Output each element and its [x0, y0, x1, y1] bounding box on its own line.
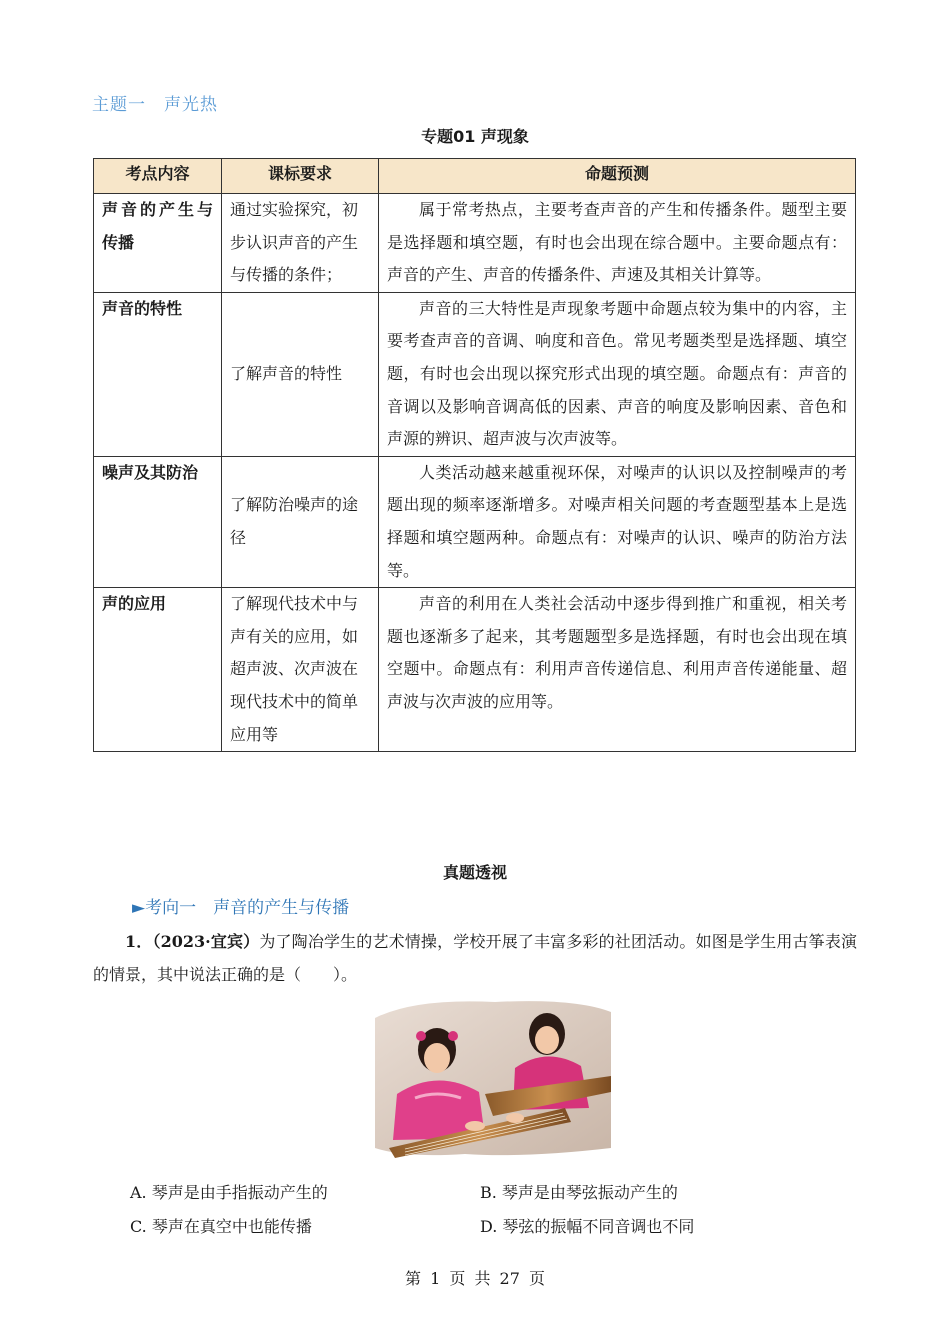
row-prediction: 声音的三大特性是声现象考题中命题点较为集中的内容，主要考查声音的音调、响度和音色。常见考题类型是选择题、填空题，有时也会出现以探究形式出现的填空题。命题点有：声音的音调以及影响音调高低的因素、声音的响度及影响因素、音色和声源的辨识、超声波与次声波等。 [379, 292, 856, 456]
subject-title: 专题01 声现象 [421, 127, 529, 146]
option-d: D. 琴弦的振幅不同音调也不同 [480, 1217, 695, 1236]
header-prediction: 命题预测 [379, 159, 856, 194]
row-point: 噪声及其防治 [94, 456, 222, 587]
table-row [94, 292, 856, 456]
section-title: 真题透视 [442, 863, 507, 882]
row-requirement: 了解防治噪声的途径 [222, 456, 379, 587]
guzheng-photo [375, 998, 611, 1158]
direction-label: ►考向一 声音的产生与传播 [132, 898, 350, 918]
header-point: 考点内容 [94, 159, 222, 194]
row-requirement: 了解现代技术中与声有关的应用，如超声波、次声波在现代技术中的简单应用等 [222, 588, 379, 752]
row-point: 声的应用 [94, 588, 222, 752]
option-a: A. 琴声是由手指振动产生的 [130, 1183, 328, 1202]
option-c: C. 琴声在真空中也能传播 [130, 1217, 312, 1236]
question-text: 为了陶冶学生的艺术情操，学校开展了丰富多彩的社团活动。如图是学生用古筝表演的情景，其中说法正确的是（ ）。 [93, 932, 857, 984]
row-point: 声音的特性 [94, 292, 222, 456]
option-b: B. 琴声是由琴弦振动产生的 [480, 1183, 678, 1202]
table-row [94, 588, 856, 752]
question-number: 1．（2023·宜宾） [125, 932, 260, 951]
table-row [94, 456, 856, 587]
question-stem [93, 925, 857, 991]
row-prediction: 属于常考热点，主要考查声音的产生和传播条件。题型主要是选择题和填空题，有时也会出现在综合题中。主要命题点有：声音的产生、声音的传播条件、声速及其相关计算等。 [379, 194, 856, 293]
header-requirement: 课标要求 [222, 159, 379, 194]
theme-label: 主题一 声光热 [92, 95, 218, 115]
row-point: 声音的产生与传播 [94, 194, 222, 293]
row-requirement: 通过实验探究，初步认识声音的产生与传播的条件； [222, 194, 379, 293]
table-row [94, 194, 856, 293]
curriculum-table [93, 158, 856, 752]
row-requirement: 了解声音的特性 [222, 292, 379, 456]
row-prediction: 人类活动越来越重视环保，对噪声的认识以及控制噪声的考题出现的频率逐渐增多。对噪声相关问题的考查题型基本上是选择题和填空题两种。命题点有：对噪声的认识、噪声的防治方法等。 [379, 456, 856, 587]
table-header-row [94, 159, 856, 194]
row-prediction: 声音的利用在人类社会活动中逐步得到推广和重视，相关考题也逐渐多了起来，其考题题型多是选择题，有时也会出现在填空题中。命题点有：利用声音传递信息、利用声音传递能量、超声波与次声波的应用等。 [379, 588, 856, 752]
page-number: 第 1 页 共 27 页 [405, 1269, 545, 1288]
